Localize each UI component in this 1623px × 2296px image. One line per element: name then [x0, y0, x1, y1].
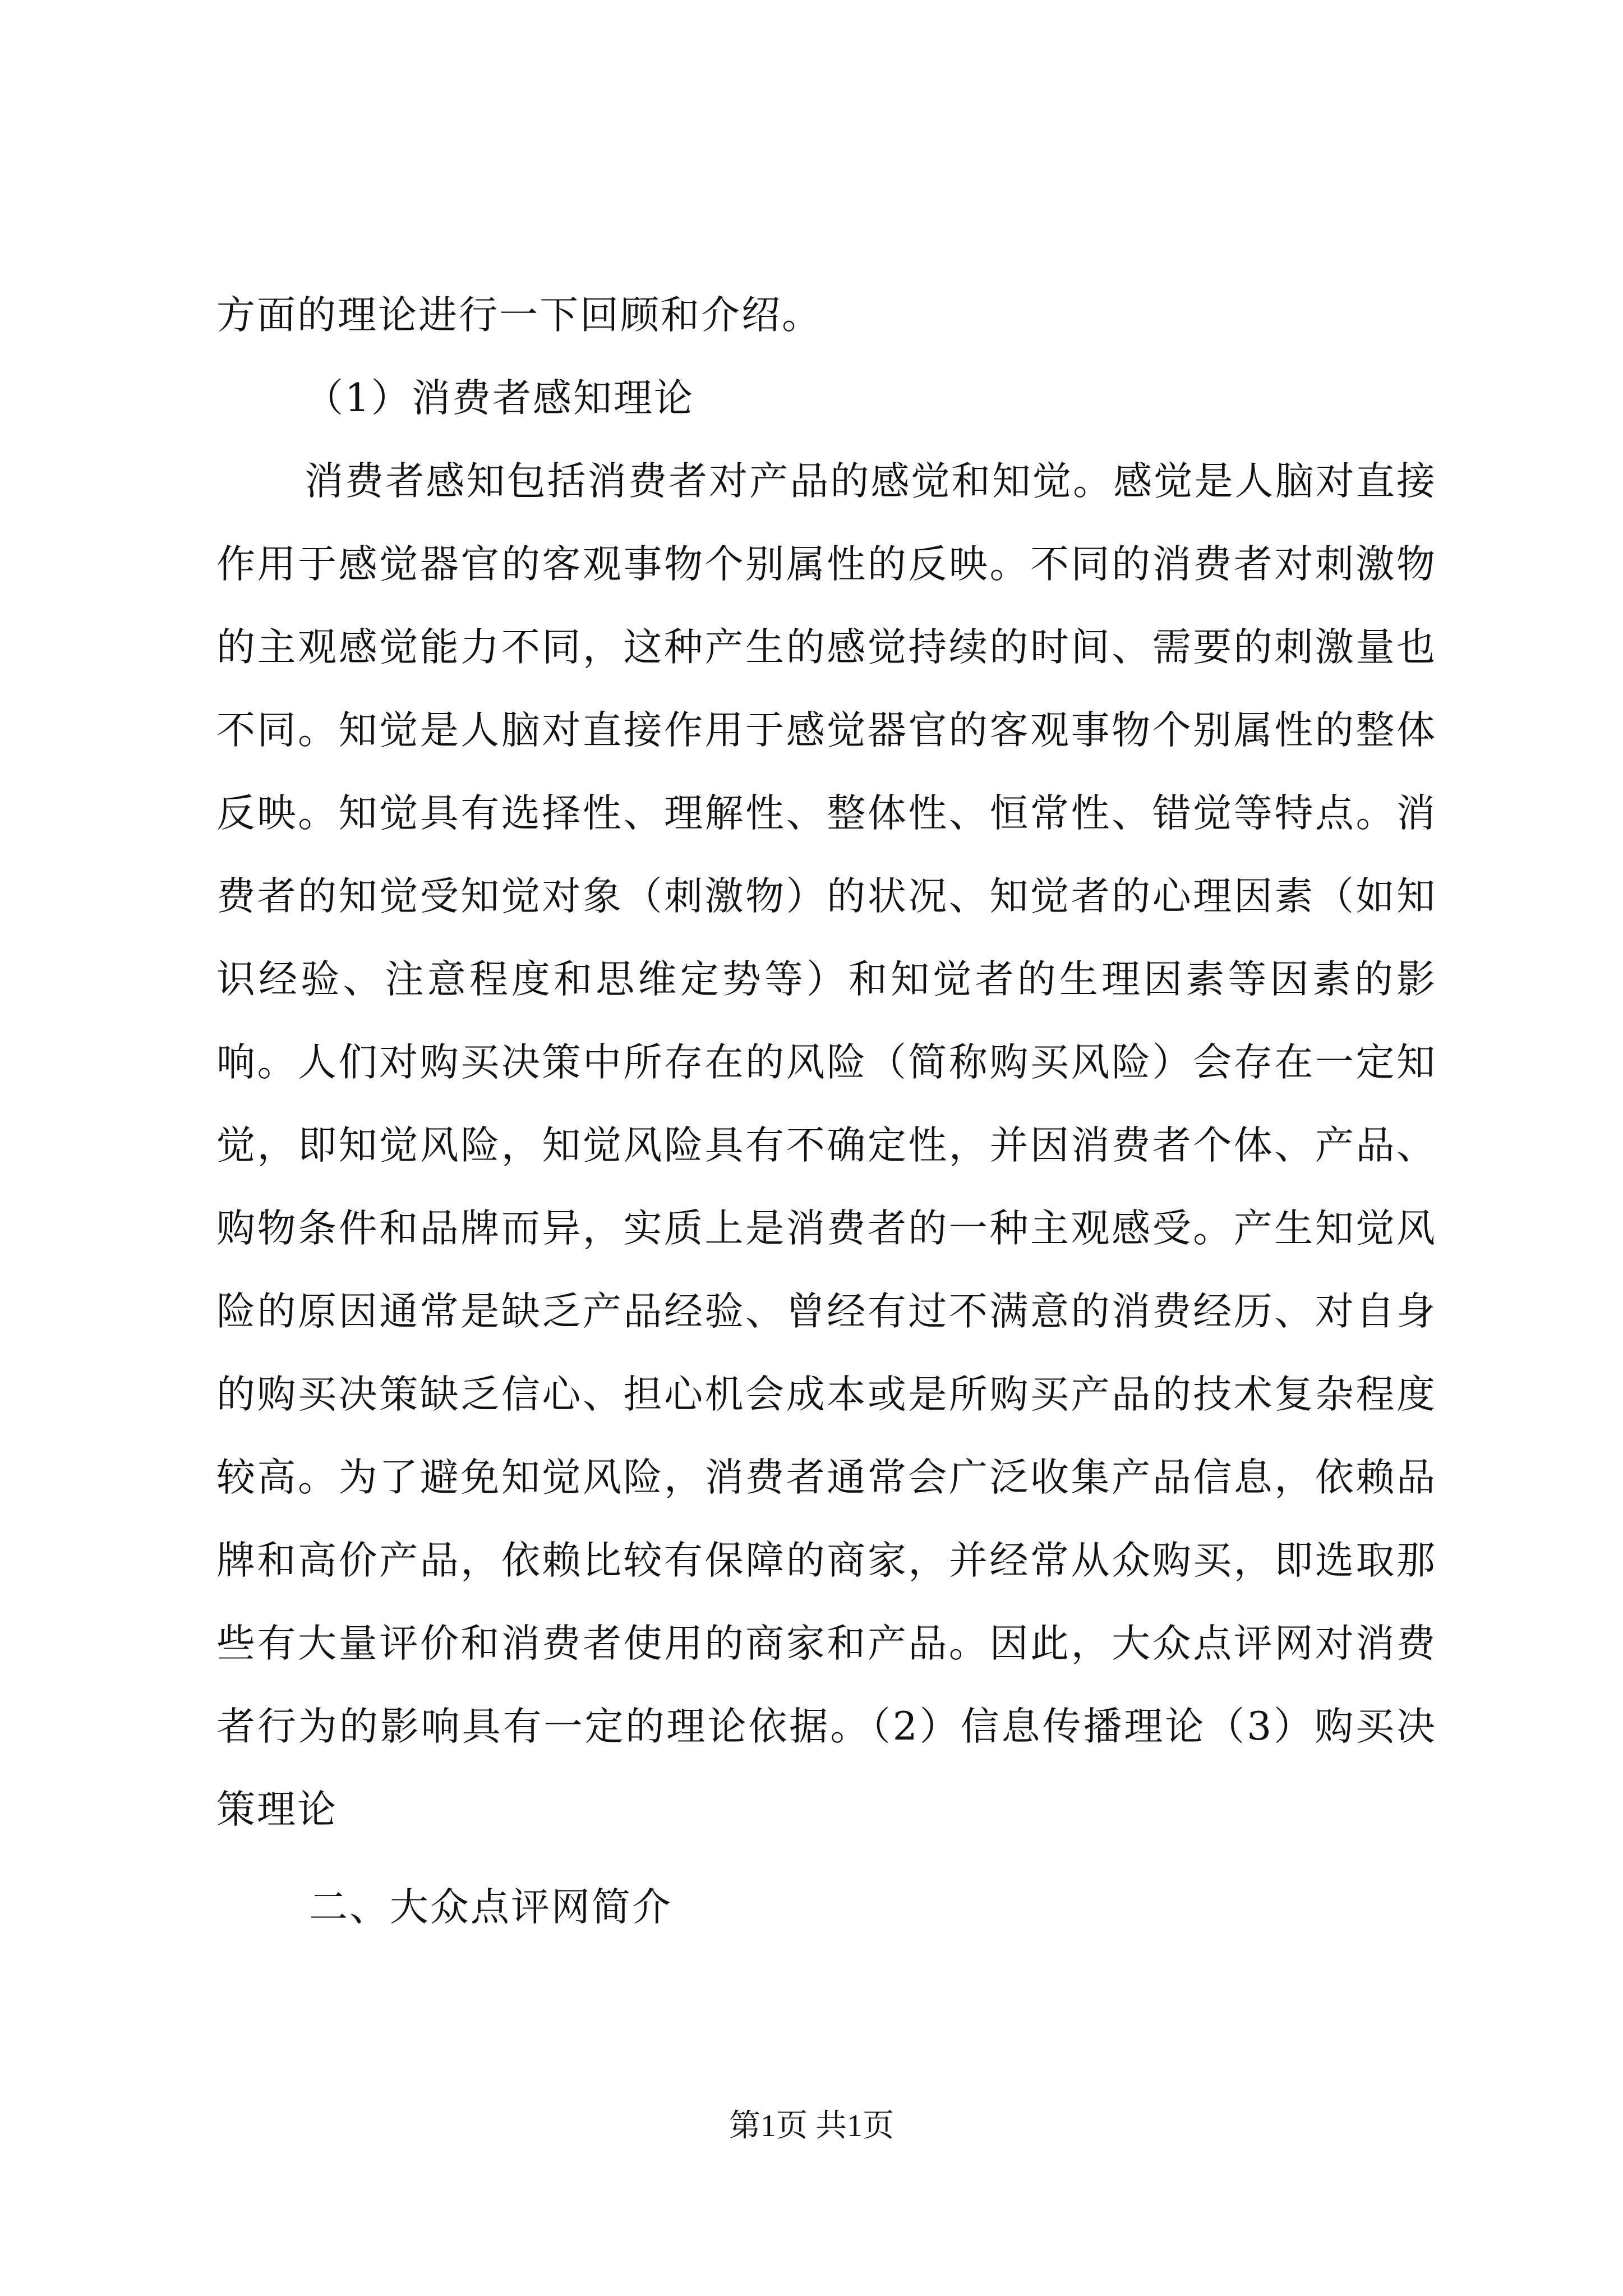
paragraph-consumer-perception: 消费者感知包括消费者对产品的感觉和知觉。感觉是人脑对直接作用于感觉器官的客观事物个别属性的反映。不同的消费者对刺激物的主观感觉能力不同，这种产生的感觉持续的时间、需要的刺激量也不同。知觉是人脑对直接作用于感觉器官的客观事物个别属性的整体反映。知觉具有选择性、理解性、整体性、恒常性、错觉等特点。消费者的知觉受知觉对象（刺激物）的状况、知觉者的心理因素（如知识经验、注意程度和思维定势等）和知觉者的生理因素等因素的影响。人们对购买决策中所存在的风险（简称购买风险）会存在一定知觉，即知觉风险，知觉风险具有不确定性，并因消费者个体、产品、购物条件和品牌而异，实质上是消费者的一种主观感受。产生知觉风险的原因通常是缺乏产品经验、曾经有过不满意的消费经历、对自身的购买决策缺乏信心、担心机会成本或是所购买产品的技术复杂程度较高。为了避免知觉风险，消费者通常会广泛收集产品信息，依赖品牌和高价产品，依赖比较有保障的商家，并经常从众购买，即选取那些有大量评价和消费者使用的商家和产品。因此，大众点评网对消费者行为的影响具有一定的理论依据。（2）信息传播理论（3）购买决策理论	[216, 459, 1437, 1832]
page-number-footer: 第1页 共1页	[729, 2109, 894, 2143]
section-heading-dianping-intro: 二、大众点评网简介	[309, 1885, 672, 1930]
subheading-consumer-perception-theory: （1）消费者感知理论	[305, 376, 694, 421]
document-body	[216, 274, 1437, 1949]
paragraph-intro-continuation: 方面的理论进行一下回顾和介绍。	[216, 293, 822, 338]
